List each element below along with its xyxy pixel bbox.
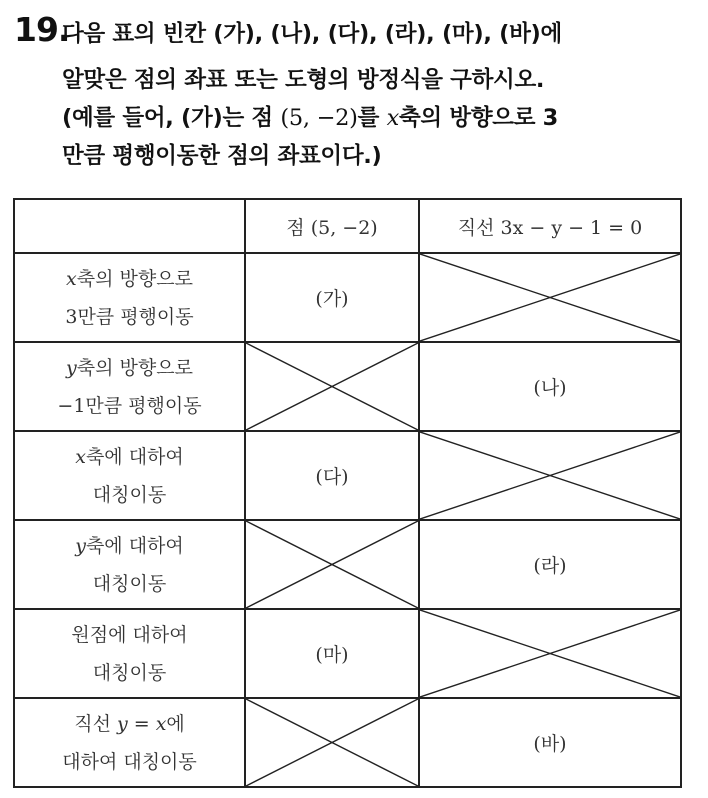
header-point-label: 점: [286, 216, 311, 239]
cross-mark: [420, 610, 680, 697]
transformation-table: [13, 198, 682, 788]
label-line-2: 3만큼 평행이동: [65, 305, 194, 328]
row-label: [14, 431, 245, 520]
row-label: [14, 520, 245, 609]
crossed-out-cell: [245, 342, 419, 431]
row-label: [14, 253, 245, 342]
label-line-2: −1만큼 평행이동: [57, 394, 202, 417]
table-header-row: [14, 199, 681, 253]
crossed-out-cell: [245, 520, 419, 609]
table-row: [14, 253, 681, 342]
label-pre: 직선: [74, 712, 117, 735]
corner-cell: [14, 199, 245, 253]
question-line-1: 다음 표의 빈칸 (가), (나), (다), (라), (마), (바)에: [62, 21, 562, 47]
answer-blank-ba: [419, 698, 681, 787]
label-line-1: 축에 대하여: [85, 534, 184, 557]
label-var: x: [66, 267, 77, 290]
label-var: y: [75, 534, 86, 557]
label-line-2: 대하여 대칭이동: [62, 750, 197, 773]
answer-blank-ra: [419, 520, 681, 609]
label-line-1: 에: [166, 712, 185, 735]
header-line-label: 직선: [457, 216, 501, 239]
blank-label: (다): [315, 466, 349, 488]
label-line-2: 대칭이동: [92, 483, 167, 506]
answer-blank-na: [419, 342, 681, 431]
label-line-1: 원점에 대하여: [71, 623, 188, 646]
table-row: [14, 698, 681, 787]
header-line: [419, 199, 681, 253]
example-point-math: (5, −2): [280, 105, 358, 131]
question-line-2: 알맞은 점의 좌표 또는 도형의 방정식을 구하시오.: [62, 67, 545, 93]
question-number: 19.: [14, 10, 70, 49]
blank-label: (라): [533, 555, 567, 577]
crossed-out-cell: [419, 253, 681, 342]
table-row: [14, 431, 681, 520]
x-variable: x: [386, 105, 399, 131]
blank-label: (마): [315, 644, 349, 666]
cross-mark: [420, 254, 680, 341]
header-point: [245, 199, 419, 253]
table-row: [14, 342, 681, 431]
row-label: [14, 342, 245, 431]
answer-blank-da: [245, 431, 419, 520]
question-line-3-post: 축의 방향으로 3: [399, 105, 559, 131]
row-label: [14, 609, 245, 698]
header-line-math: 3x − y − 1 = 0: [500, 216, 643, 239]
answer-blank-ga: [245, 253, 419, 342]
blank-label: (가): [315, 288, 349, 310]
question-line-4: 만큼 평행이동한 점의 좌표이다.): [62, 143, 382, 169]
question-line-3-mid: 를: [357, 105, 387, 131]
blank-label: (나): [533, 377, 567, 399]
label-line-2: 대칭이동: [92, 572, 167, 595]
header-point-math: (5, −2): [310, 216, 378, 239]
label-line-1: 축의 방향으로: [76, 356, 193, 379]
table-row: [14, 520, 681, 609]
cross-mark: [420, 432, 680, 519]
question-line-3-pre: (예를 들어, (가)는 점: [62, 105, 281, 131]
question-line-3: [62, 100, 558, 132]
crossed-out-cell: [419, 609, 681, 698]
label-var: x: [75, 445, 86, 468]
crossed-out-cell: [245, 698, 419, 787]
label-var: y: [66, 356, 77, 379]
table-row: [14, 609, 681, 698]
answer-blank-ma: [245, 609, 419, 698]
crossed-out-cell: [419, 431, 681, 520]
label-line-1: 축의 방향으로: [76, 267, 193, 290]
row-label: [14, 698, 245, 787]
cross-mark: [246, 699, 418, 786]
cross-mark: [246, 521, 418, 608]
label-line-1: 축에 대하여: [85, 445, 184, 468]
cross-mark: [246, 343, 418, 430]
label-line-2: 대칭이동: [92, 661, 167, 684]
label-math: y = x: [116, 712, 167, 735]
blank-label: (바): [533, 733, 567, 755]
